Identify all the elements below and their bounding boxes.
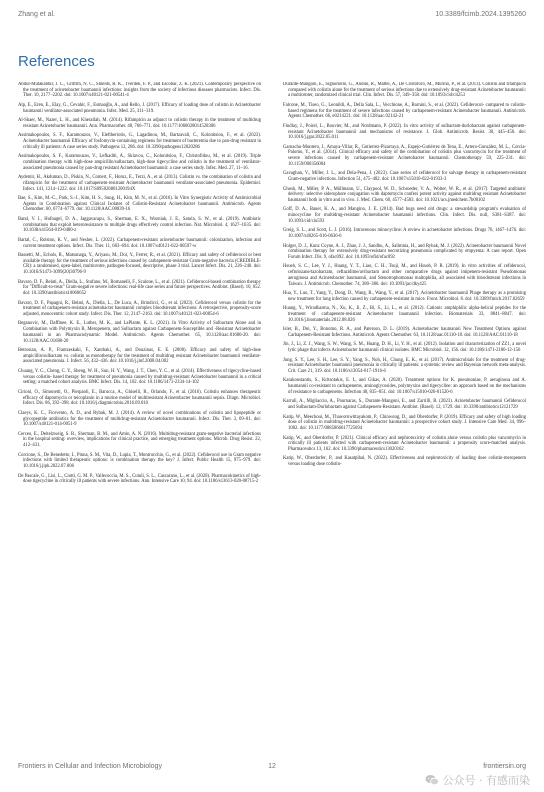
reference-entry: Katip, W., Meechoui, M., Thawornwittayakom, P., Chinwong, D., and Oberdorfer, P. (2019). Efficacy and safety of high loading dose of colistin in multidrug-resistant Acinetobacter baumannii: a prospective cohort study. J. Intensive Care Med. 34, 996–1002. doi: 10.1177/0885066617725694 [283, 414, 526, 431]
reference-entry: Beganovic, M., Daffinee, K. E., Luther, M. K., and LaPlante, K. L. (2021). In Vitro Activity of Sulbactam Alone and in Combination with Polymyxin B, Meropenem, and Sulbactam against Carbapenem-Susceptible and -Resistant Acinetobacter baumannii in an Pharmacodynamic Model. Antimicrob. Agents Chemother. 65, 10.1128/aac.01680-20. doi: 10.1128/AAC.01680-20 [18, 321, 261, 344]
reference-entry: Holger, D. J., Kunz Coyne, A. J., Zhao, J. J., Sandhu, A., Salimnia, H., and Rybak, M. J. (2022). Acinetobacter baumannii Novel combination therapy for extensively drug-resistant necrotizing pneumonia complicated by empyema: A case report. Open Forum Infect. Dis. 9, ofac092. doi: 10.1093/ofid/ofac092 [283, 243, 526, 260]
reference-entry: Bartal, C., Rolston, K. V., and Nesher, L. (2022). Carbapenem-resistant acinetobacter baumannii: colonization, infection and current treatment options. Infect. Dis. Ther. 11, 683–694. doi: 10.1007/s40121-022-00597-w [18, 237, 261, 249]
watermark-text: 公众号 · 有感而染 [442, 774, 530, 787]
reference-entry: Katip, W., Oberdorfer, P., and Kasatpibal, N. (2022). Effectiveness and nephrotoxicity of loading dose colistin-meropenem versus loading dose colistin- [283, 456, 526, 468]
reference-entry: Garnacho-Montero, J., Amaya-Villar, R., Gutierrez-Pizarraya, A., Espejo-Gutiérrez de Tena, E., Artero-González, M. L., Corcia-Palomo, Y., et al. (2014). Clinical efficacy and safety of the combination of colistin plus vancomycin for the treatment of severe infections caused by carbapenem-resistant Acinetobacter baumannii. Chemotherapy 59, 225–231. doi: 10.1159/000356004 [283, 144, 526, 167]
reference-entry: Durante-Mangoni, E., Signoriello, G., Andini, R., Mattei, A., De Cristoforo, M., Murino, P., et al. (2013). Colistin and rifampicin compared with colistin alone for the treatment of serious infections due to extensively drug-resistant Acinetobacter baumannii: a multicenter, randomized clinical trial. Clin. Infect. Dis. 57, 349–358. doi: 10.1093/cid/cit253 [283, 82, 526, 99]
reference-entry: Band, V. I., Hufnagel, D. A., Jaggavarapu, S., Sherman, E. X., Wozniak, J. E., Satola, S. W., et al. (2019). Antibiotic combinations that exploit heteroresistance to multiple drugs effectively control infection. Nat. Microbiol. 4, 1627–1635. doi: 10.1038/s41564-019-0480-z [18, 216, 261, 234]
journal-website[interactable]: frontiersin.org [483, 763, 526, 770]
reference-entry: Cirioni, O., Simonetti, O., Pierpaoli, E., Barucca, A., Ghiselli, R., Orlando, F., et al. (2016). Colistin enhances therapeutic efficacy of daptomycin or teicoplanin in a murine model of multiresistant Acinetobacter baumannii sepsis. Diagn. Microbiol. Infect. Dis. 86, 392–398. doi: 10.1016/j.diagmicrobio.2016.09.010 [18, 389, 261, 407]
reference-entry: Betrosian, A. P., Frantzeskaki, F., Xanthaki, A., and Douzinas, E. E. (2008). Efficacy and safety of high-dose ampicillin/sulbactam vs. colistin as monotherapy for the treatment of multidrug resistant Acinetobacter baumannii ventilator-associated pneumonia. J. Infect. 56, 432–436. doi: 10.1016/j.jinf.2008.04.002 [18, 348, 261, 365]
reference-entry: Jin, J., Li, Z. J., Wang, S. W., Wang, S. M., Huang, D. H., Li, Y. H., et al. (2012). Isolation and characterization of ZZ1, a novel lytic phage that infects Acinetobacter baumannii clinical isolates. BMC Microbiol. 12, 156. doi: 10.1186/1471-2180-12-156 [283, 342, 526, 354]
reference-entry: Bavaro, D. F., Papagni, R., Belati, A., Diella, L., De Luca, A., Brindicci, G., et al. (2023). Cefiderocol versus colistin for the treatment of carbapenem-resistant acinetobacter baumannii complex bloodstream infections: A retrospective, propensity-score adjusted, monocentric cohort study. Infect. Dis. Ther. 12, 2147–2163. doi: 10.1007/s40121-023-00854-6 [18, 300, 261, 317]
reference-entry: Hua, Y., Luo, T., Yang, Y., Dong, D., Wang, R., Wang, Y., et al. (2017). Acinetobacter baumannii Phage therapy as a promising new treatment for lung infection caused by carbapenem-resistant in mice. Front. Microbiol. 8. doi: 10.3389/fmicb.2017.02659 [283, 291, 526, 302]
watermark [425, 771, 531, 789]
reference-entry: Goff, D. A., Bauer, K. A., and Mangino, J. E. (2014). Bad bugs need old drugs: a stewardship program's evaluation of minocycline for multidrug-resistant Acinetobacter baumannii infections. Clin. Infect. Dis. null, S381–S387. doi: 10.1093/cid/ciu593 [283, 207, 526, 224]
reference-entry: Falcone, M., Tiseo, G., Leonildi, A., Della Sala, L., Vecchione, A., Barnini, S., et al. (2022). Cefiderocol- compared to colistin-based regimens for the treatment of severe infections caused by carbapenem-resistant Acinetobacter baumannii. Antimicrob. Agents Chemother. 66, e0214221. doi: 10.1128/aac.02142-21 [283, 102, 526, 120]
reference-entry: Cerceo, E., Deitelzweig, S. B., Sherman, B. M., and Amin, A. N. (2016). Multidrug-resistant gram-negative bacterial infections in the hospital setting: overview, implications for clinical practice, and emerging treatment options. Microb. Drug Resist. 22, 412–431. [18, 431, 261, 449]
reference-entry: Bassetti, M., Echols, R., Matsunaga, Y., Ariyasu, M., Doi, Y., Ferrer, R., et al. (2021). Efficacy and safety of cefiderocol or best available therapy for the treatment of serious infections caused by carbapenem-resistant Gram-negative bacteria (CREDIBLE-CR): a randomised, open-label, multicentre, pathogen-focused, descriptive, phase 3 trial. Lancet Infect. Dis. 21, 226–240. doi: 10.1016/S1473-3099(20)30796-9 [18, 253, 261, 276]
reference-entry: Al-Shaer, M., Nazer, L. H., and Kherallah, M. (2014). Rifampicin as adjunct to colistin therapy in the treatment of multidrug resistant Acinetobacter baumannii. Ann. Pharmacother. 48, 766–771. doi: 10.1177/1060028014528306 [18, 118, 261, 129]
reference-entry: Findlay, J., Poirel, L., Bouvier, M., and Nordmann, P. (2022). In vitro activity of sulbactam-durlobactam against carbapenem-resistant Acinetobacter baumannii and mechanisms of resistance. J. Glob. Antimicrob. Resist. 30, 445–450. doi: 10.1016/j.jgar.2022.05.011 [283, 123, 526, 141]
wechat-icon [425, 774, 439, 786]
reference-entry: Hsueh, S. C., Lee, Y. J., Huang, Y. T., Liao, C. H., Tsuji, M., and Hsueh, P. R. (2019). In vitro activities of cefiderocol, ceftolozane/tazobactam, ceftazidime/avibactam and other comparative drugs against imipenem-resistant Pseudomonas aeruginosa and Acinetobacter baumannii, and Stenotrophomonas maltophilia, all associated with bloodstream infections in Taiwan. J. Antimicrob. Chemother. 74, 380–386. doi: 10.1093/jac/dky425 [283, 264, 526, 287]
page-number: 12 [268, 763, 276, 770]
references-right-column [283, 82, 526, 736]
references-left-column [18, 82, 261, 736]
page-header [18, 11, 526, 23]
section-title: References [18, 53, 95, 70]
reference-entry: Greig, S. L., and Scott, L. J. (2016). Intravenous minocycline: A review in acinetobacter infections. Drugs 76, 1467–1476. doi: 10.1007/s40265-016-0636-6 [283, 228, 526, 240]
reference-entry: Bae, S., Kim, M.-C., Park, S.-J., Kim, H. S., Sung, H., Kim, M. N., et al. (2016). In Vitro Synergistic Activity of Antimicrobial Agents in Combination against Clinical Isolates of Colistin-Resistant Acinetobacter baumannii. Antimicrob. Agents Chemother. 60, 6774–6779. doi: 10.1128/AAC.00839-16 [18, 196, 261, 213]
reference-entry: Claeys, K. C., Fiorvento, A. D., and Rybak, M. J. (2014). A review of novel combinations of colistin and lipopeptide or glycopeptide antibiotics for the treatment of multidrug-resistant Acinetobacter baumannii. Infect. Dis. Ther. 3, 69–81. doi: 10.1007/s40121-014-0051-9 [18, 410, 261, 428]
reference-entry: Chuang, Y. C., Cheng, C. Y., Sheng, W. H., Sun, H. Y., Wang, J. T., Chen, Y. C., et al. (2014). Effectiveness of tigecycline-based versus colistin- based therapy for treatment of pneumonia caused by multidrug-resistant Acinetobacter baumannii in a critical setting: a matched cohort analysis. BMC Infect. Dis. 14, 102. doi: 10.1186/1471-2334-14-102 [18, 368, 261, 386]
reference-entry: Bavaro, D. F., Belati, A., Diella, L., Stufano, M., Romanelli, F., Scalone, L., et al. (2021). Cefiderocol-based combination therapy for "Difficult-to-treat" Gram-negative severe infections: real-life case series and future perspectives. Antibiot. (Basel). 10, 652. doi: 10.3390/antibiotics10060652 [18, 279, 261, 297]
reference-entry: Karruli, A., Migliaccio, A., Pournaras, S., Durante-Mangoni, E., and Zarrilli, R. (2023). Acinetobacter baumannii Cefiderocol and Sulbactam-Durlobactam against Carbapenem-Resistant. Antibiot. (Basel). 12, 1729. doi: 10.3390/antibiotics12121729 [283, 399, 526, 411]
reference-entry: Aydemir, H., Akduman, D., Piskin, N., Comert, F., Horuz, E., Terzi, A., et al. (2013). Colistin vs. the combination of colistin and rifampicin for the treatment of carbapenem-resistant Acinetobacter baumannii ventilator-associated pneumonia. Epidemiol. Infect. 141, 1214–1222. doi: 10.1017/S095026881200194X [18, 175, 261, 192]
reference-entry: Corcione, S., De Benedetto, I., Pinna, S. M., Vita, D., Lupia, T., Montrucchio, G., et al. (2022). Cefiderocol use in Gram negative infections with limited therapeutic options: is combination therapy the key? J. Infect. Public Health 15, 975–979. doi: 10.1016/j.jiph.2022.07.006 [18, 452, 261, 470]
reference-entry: Huang, Y., Wiradharma, N., Xu, K., Ji, Z., Bi, S., Li, L., et al. (2012). Cationic amphiphilic alpha-helical peptides for the treatment of carbapenem-resistant Acinetobacter baumannii infection. Biomaterials 33, 8841–8847. doi: 10.1016/j.biomaterials.2012.08.026 [283, 306, 526, 323]
running-doi[interactable]: 10.3389/fcimb.2024.1395260 [435, 11, 526, 18]
reference-entry: Abdul-Mutakabbir, J. C., Griffith, N. C., Shields, R. K., Tverdek, F. P., and Escobar, Z. K. (2021). Contemporary perspective on the treatment of acinetobacter baumannii infections: insights from the society of infectious diseases pharmacists. Infect. Dis. Ther. 10, 2177–2202. doi: 10.1007/s40121-021-00541-4 [18, 82, 261, 99]
reference-entry: De Pascale, G., Lisi, L., Ciotti, G. M. P., Vallecoccia, M. S., Cutuli, S. L., Cascarano, L., et al. (2020). Pharmacokinetics of high-dose tigecycline in critically ill patients with severe infections. Ann. Intensive Care 10, 94. doi: 10.1186/s13613-020-00715-2 [18, 473, 261, 485]
running-authors: Zhang et al. [18, 11, 55, 18]
reference-entry: Ghosh, M., Miller, P. A., Möllmann, U., Claypool, W. D., Schroeder, V. A., Wolter, W. R., et al. (2017). Targeted antibiotic delivery: selective siderophore conjugation with daptomycin confers potent activity against multidrug resistant Acinetobacter baumannii both in vitro and in vivo. J. Med. Chem. 60, 4577–4583. doi: 10.1021/acs.jmedchem.7b00102 [283, 186, 526, 203]
reference-entry: Katip, W., and Oberdorfer, P. (2021). Clinical efficacy and nephrotoxicity of colistin alone versus colistin plus vancomycin in critically ill patients infected with carbapenem-resistant Acinetobacter baumannii: a propensity score-matched analysis. Pharmaceutics 13, 162. doi: 10.3390/pharmaceutics13020162 [283, 435, 526, 452]
reference-entry: Alp, E., Eren, E., Elay, G., Cevahir, F., Esmaoğlu, A., and Rello, J. (2017). Efficacy of loading dose of colistin in Acinetobacter baumannii ventilator-associated pneumonia. Infez. Med. 25, 311–319. [18, 102, 261, 114]
reference-entry: Assimakopoulos, S. F., Karamouzos, V., Eleftheriotis, G., Lagadinou, M., Bartzavali, C., Kolonitsiou, F., et al. (2023). Acinetobacter baumannii Efficacy of fosfomycin-containing regimens for treatment of bacteremia due to pan-drug resistant in critically ill patients: A case series study. Pathogens 12, 286. doi: 10.3390/pathogens12020286 [18, 133, 261, 150]
reference-entry: Isler, B., Doi, Y., Bonomo, R. A., and Paterson, D. L. (2019). Acinetobacter baumannii New Treatment Options against Carbapenem-Resistant Infections. Antimicrob. Agents Chemother. 63, 10.1128/aac.01110-18. doi: 10.1128/AAC.01110-18 [283, 327, 526, 338]
reference-entry: Jung, S. Y., Lee, S. H., Lee, S. Y., Yang, S., Noh, H., Chung, E. K., et al. (2017). Antimicrobials for the treatment of drug-resistant Acinetobacter baumannii pneumonia in critically ill patients: a systemic review and Bayesian network meta-analysis. Crit. Care 21, 319. doi: 10.1186/s13054-017-1916-6 [283, 357, 526, 374]
journal-name: Frontiers in Cellular and Infection Microbiology [18, 763, 162, 770]
reference-entry: Assimakopoulos, S. F., Karamouzos, V., Lefkaditi, A., Sklavou, C., Kolonitsiou, F., Christofidou, M., et al. (2019). Triple combination therapy with high-dose ampicillin/sulbactam, high-dose tigecycline and colistin in the treatment of ventilator-associated pneumonia caused by pan-drug resistant Acinetobacter baumannii: a case series study. Infez. Med. 27, 11–16. [18, 154, 261, 171]
reference-entry: Karakonstantis, S., Kritsotakis, E. I., and Gikas, A. (2020). Treatment options for K. pneumoniae, P. aeruginosa and A. baumannii co-resistant to carbapenems, aminoglycosides, polymyxins and tigecycline: an approach based on the mechanisms of resistance to carbapenems. Infection 48, 835–851. doi: 10.1007/s15010-020-01520-6 [283, 378, 526, 395]
reference-entry: Gavaghan, V., Miller, J. L., and Dela-Pena, J. (2023). Case series of cefiderocol for salvage therapy in carbapenem-resistant Gram-negative infections. Infection 51, 475–482. doi: 10.1007/s15010-022-01933-3 [283, 171, 526, 183]
